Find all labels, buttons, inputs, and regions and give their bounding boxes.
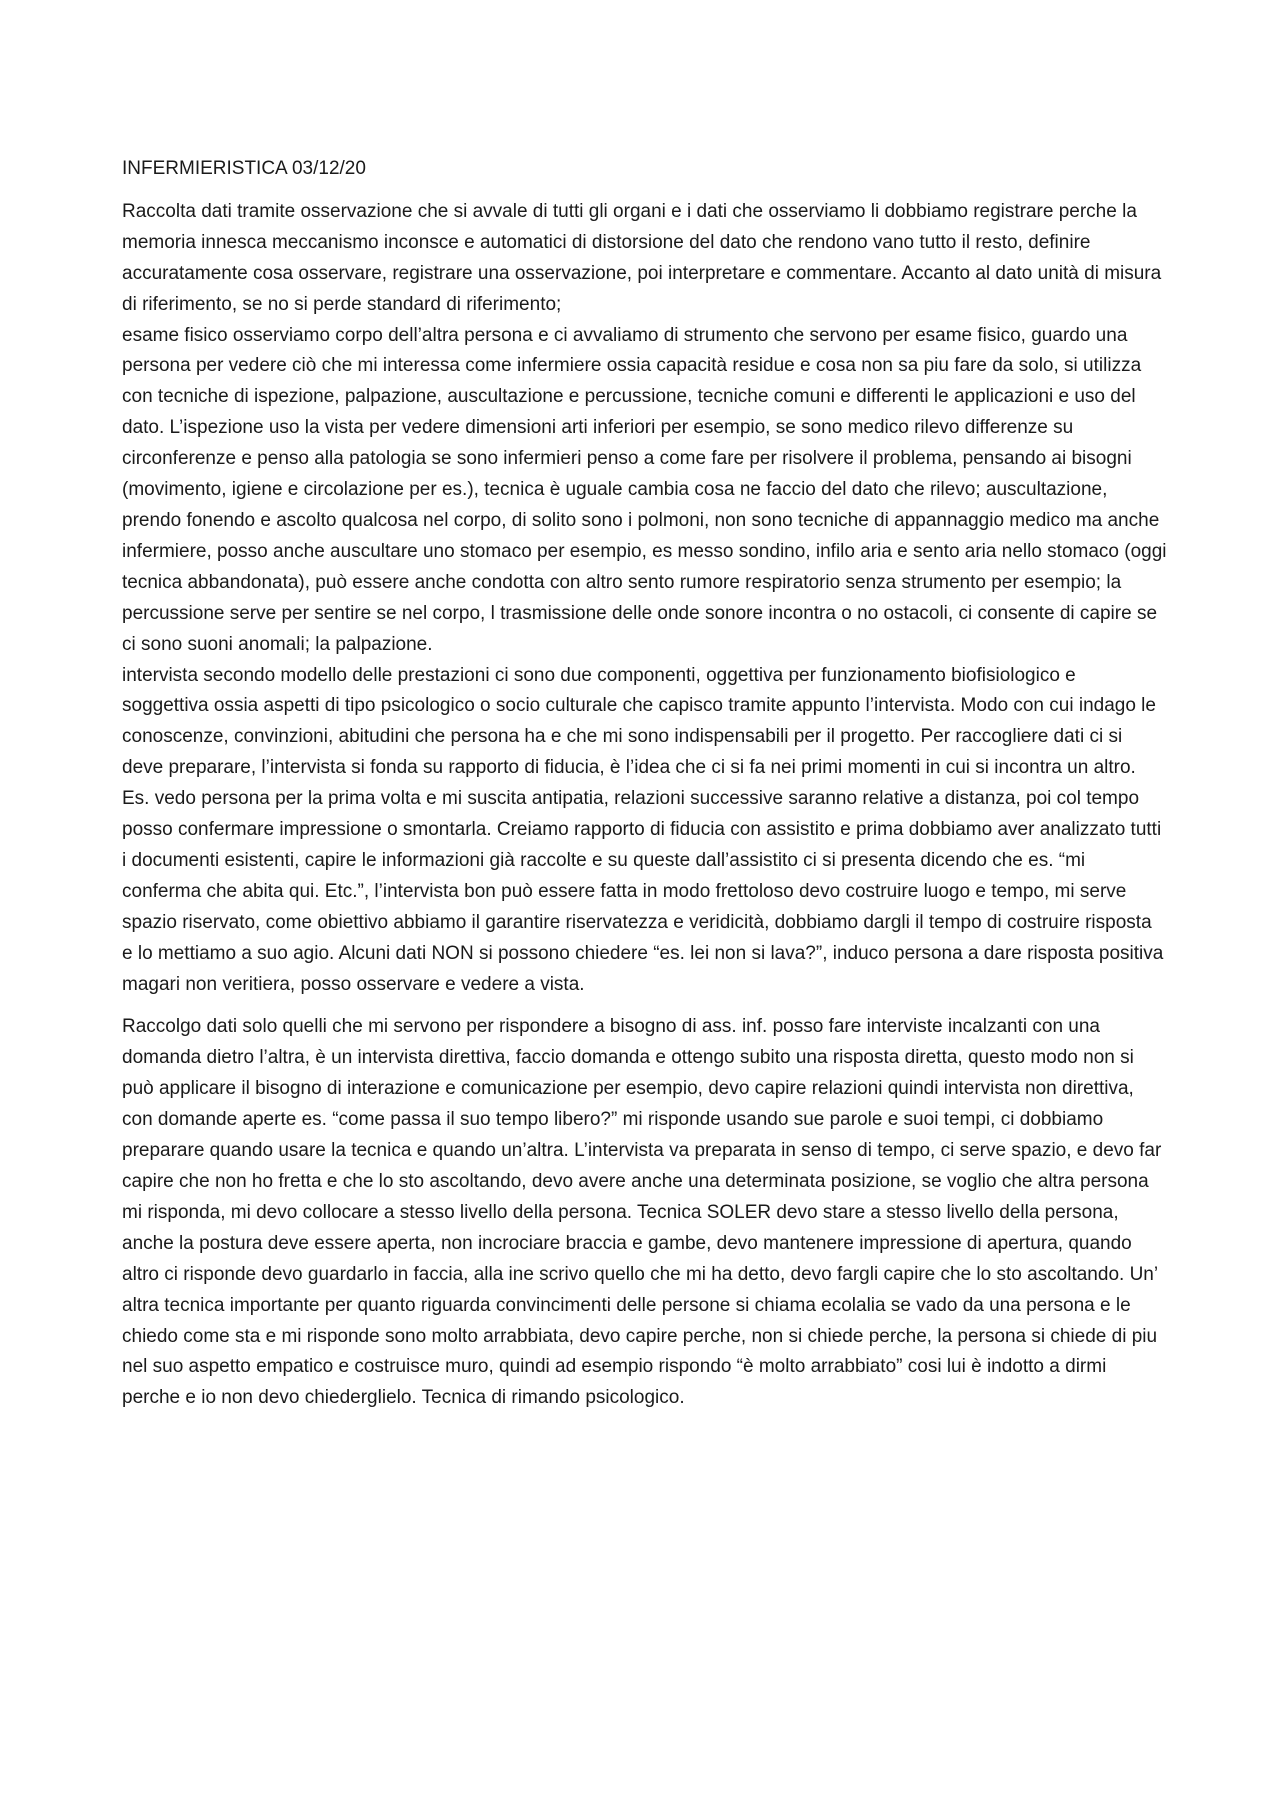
paragraph-physical-exam: esame fisico osserviamo corpo dell’altra persona e ci avvaliamo di strumento che servono per esame fisico, guardo una persona per vedere ciò che mi interessa come infermiere ossia capacità residue e cosa non sa piu fare da solo, si utilizza con tecniche di ispezione, palpazione, auscultazione e percussione, tecniche comuni e differenti le applicazioni e uso del dato. L’ispezione uso la vista per vedere dimensioni arti inferiori per esempio, se sono medico rilevo differenze su circonferenze e penso alla patologia se sono infermieri penso a come fare per risolvere il problema, pensando ai bisogni (movimento, igiene e circolazione per es.), tecnica è uguale cambia cosa ne faccio del dato che rilevo; auscultazione, prendo fonendo e ascolto qualcosa nel corpo, di solito sono i polmoni, non sono tecniche di appannaggio medico ma anche infermiere, posso anche auscultare uno stomaco per esempio, es messo sondino, infilo aria e sento aria nello stomaco (oggi tecnica abbandonata), può essere anche condotta con altro sento rumore respiratorio senza strumento per esempio; la percussione serve per sentire se nel corpo, l trasmissione delle onde sonore incontra o no ostacoli, ci consente di capire se ci sono suoni anomali; la palpazione. bbox=[122, 324, 1167, 655]
paragraph-data-collection: Raccolgo dati solo quelli che mi servono per rispondere a bisogno di ass. inf. posso fare interviste incalzanti con una domanda dietro l’altra, è un intervista direttiva, faccio domanda e ottengo subito una risposta diretta, questo modo non si può applicare il bisogno di interazione e comunicazione per esempio, devo capire relazioni quindi intervista non direttiva, con domande aperte es. “come passa il suo tempo libero?” mi risponde usando sue parole e suoi tempi, ci dobbiamo preparare quando usare la tecnica e quando un’altra. L’intervista va preparata in senso di tempo, ci serve spazio, e devo far capire che non ho fretta e che lo sto ascoltando, devo avere anche una determinata posizione, se voglio che altra persona mi risponda, mi devo collocare a stesso livello della persona. Tecnica SOLER devo stare a stesso livello della persona, anche la postura deve essere aperta, non incrociare braccia e gambe, devo mantenere impressione di apertura, quando altro ci risponde devo guardarlo in faccia, alla ine scrivo quello che mi ha detto, devo fargli capire che lo sto ascoltando. Un’ altra tecnica importante per quanto riguarda convincimenti delle persone si chiama ecolalia se vado da una persona e le chiedo come sta e mi risponde sono molto arrabbiata, devo capire perche, non si chiede perche, la persona si chiede di piu nel suo aspetto empatico e costruisce muro, quindi ad esempio rispondo “è molto arrabbiato” cosi lui è indotto a dirmi perche e io non devo chiederglielo. Tecnica di rimando psicologico. bbox=[122, 1016, 1162, 1409]
document-title: INFERMIERISTICA 03/12/20 bbox=[122, 158, 366, 179]
paragraph-interview: intervista secondo modello delle prestazioni ci sono due componenti, oggettiva per funzionamento biofisiologico e soggettiva ossia aspetti di tipo psicologico o socio culturale che capisco tramite appunto l’intervista. Modo con cui indago le conoscenze, convinzioni, abitudini che persona ha e che mi sono indispensabili per il progetto. Per raccogliere dati ci si deve preparare, l’intervista si fonda su rapporto di fiducia, è l’idea che ci si fa nei primi momenti in cui si incontra un altro. Es. vedo persona per la prima volta e mi suscita antipatia, relazioni successive saranno relative a distanza, poi col tempo posso confermare impressione o smontarla. Creiamo rapporto di fiducia con assistito e prima dobbiamo aver analizzato tutti i documenti esistenti, capire le informazioni già raccolte e su queste dall’assistito ci si presenta dicendo che es. “mi conferma che abita qui. Etc.”, l’intervista bon può essere fatta in modo frettoloso devo costruire luogo e tempo, mi serve spazio riservato, come obiettivo abbiamo il garantire riservatezza e veridicità, dobbiamo dargli il tempo di costruire risposta e lo mettiamo a suo agio. Alcuni dati NON si possono chiedere “es. lei non si lava?”, induco persona a dare risposta positiva magari non veritiera, posso osservare e vedere a vista. bbox=[122, 664, 1164, 995]
paragraph-observation: Raccolta dati tramite osservazione che si avvale di tutti gli organi e i dati che osserviamo li dobbiamo registrare perche la memoria innesca meccanismo inconsce e automatici di distorsione del dato che rendono vano tutto il resto, definire accuratamente cosa osservare, registrare una osservazione, poi interpretare e commentare. Accanto al dato unità di misura di riferimento, se no si perde standard di riferimento; bbox=[122, 200, 1162, 315]
document-body bbox=[122, 154, 1167, 1414]
